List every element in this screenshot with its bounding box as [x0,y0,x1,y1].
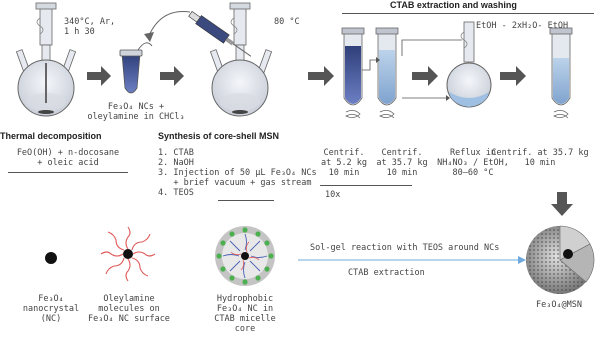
process-arrow-5 [500,66,526,86]
oleylamine-nc [101,227,155,281]
nc-label-2: nanocrystal [22,304,80,314]
tube-label-1: Fe₃O₄ NCs + [107,102,165,112]
repeat-label: 10x [325,190,341,200]
sol-gel-arrow [298,256,526,264]
centrif1-l1: Centrif. [323,148,365,158]
ctab-extraction-label: CTAB extraction [348,268,425,278]
washing-underline [320,185,412,186]
hydro-label-1: Hydrophobic [216,294,274,304]
tube-label-2: oleylamine in CHCl₃ [87,112,185,122]
centrifuge-tube-1 [342,28,364,105]
oleyl-label-2: molecules on [98,304,160,314]
reflux-l3: 80–60 °C [452,168,494,178]
ctab-micelle [215,226,275,286]
thermal-line1: FeO(OH) + n-docosane [16,148,120,158]
nc-label-1: Fe₃O₄ [38,294,64,304]
nanocrystal-dot [45,252,57,264]
curved-arrow [148,12,190,38]
synthesis-step-2: 2. NaOH [158,158,194,168]
synthesis-step-1: 1. CTAB [158,148,194,158]
thermal-underline [8,172,128,173]
msn-particle [526,226,594,294]
synthesis-underline [218,200,274,201]
oleyl-label-3: Fe₃O₄ NC surface [88,314,170,324]
centrif1-l3: 10 min [328,168,360,178]
reflux-flask-3 [447,22,491,107]
synthesis-title: Synthesis of core-shell MSN [158,131,280,141]
process-arrow-2 [160,66,184,86]
centrif3-l1: Centrif. at 35.7 kg [491,148,589,158]
centrif2-l2: at 35.7 kg [376,158,428,168]
down-arrow [551,192,573,216]
ctab-title-underline [342,13,594,14]
temp1-label: 340°C, Ar, [64,17,116,27]
reflux-l1: Reflux in [449,148,497,158]
centrif2-l3: 10 min [386,168,418,178]
hydro-label-4: core [234,324,256,334]
msn-label: Fe₃O₄@MSN [535,300,583,310]
reflux-flask-2 [187,3,271,116]
solvent-label: EtOH - 2xH₂O- EtOH [476,21,569,31]
centrif3-l2: 10 min [524,158,556,168]
temp2-label: 80 °C [274,17,300,27]
centrif1-l2: at 5.2 kg [320,158,368,168]
sol-gel-label: Sol-gel reaction with TEOS around NCs [310,243,500,253]
hydro-label-2: Fe₃O₄ NC in [216,304,274,314]
synthesis-step-3b: + brief vacuum + gas stream [158,178,312,188]
thermal-line2: + oleic acid [37,158,99,168]
centrif2-l1: Centrif. [381,148,423,158]
centrifuge-tube-2 [376,28,398,105]
synthesis-step-4: 4. TEOS [158,188,194,198]
eppendorf-tube [120,43,152,93]
process-arrow-4 [412,66,438,86]
centrifuge-tube-3 [550,28,572,105]
ctab-title: CTAB extraction and washing [390,0,517,10]
time1-label: 1 h 30 [64,27,95,37]
synthesis-step-3: 3. Injection of 50 µL Fe₃O₄ NCs [158,168,317,178]
process-arrow-1 [87,66,111,86]
thermal-title: Thermal decomposition [0,131,102,141]
nc-label-3: (NC) [40,314,62,324]
oleyl-label-1: Oleylamine [103,294,155,304]
process-arrow-3 [308,66,334,86]
hydro-label-3: CTAB micelle [214,314,276,324]
reflux-l2: NH₄NO₃ / EtOH, [437,158,509,168]
